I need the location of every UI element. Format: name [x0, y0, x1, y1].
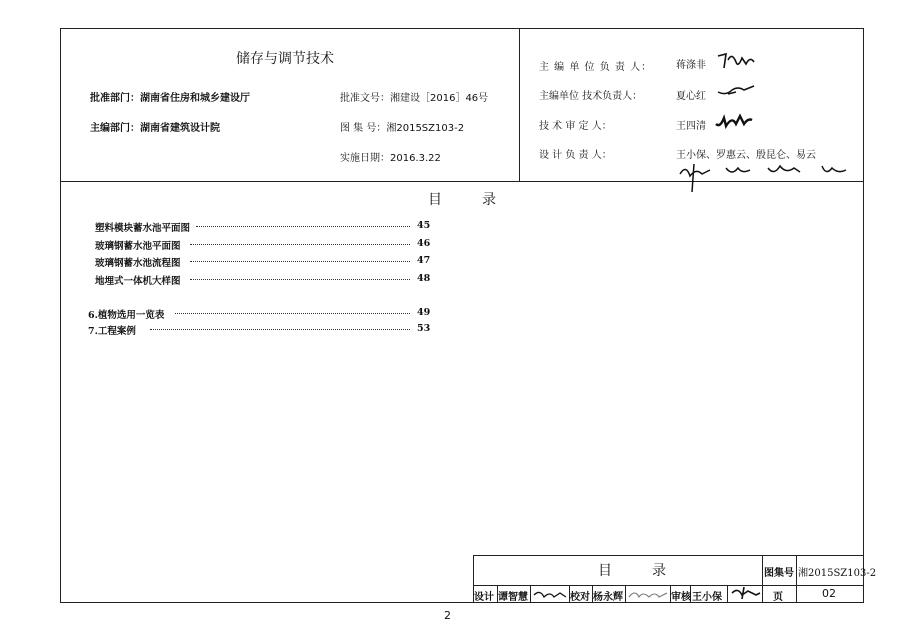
editor-dept: 主编部门：湖南省建筑设计院 — [90, 123, 220, 134]
responsible-role: 设 计 负 责 人： — [539, 150, 612, 161]
responsible-name: 夏心红 — [676, 91, 706, 102]
toc-item-title[interactable]: 塑料模块蓄水池平面图 — [95, 223, 191, 234]
signature-1 — [716, 50, 756, 72]
signature-4 — [676, 160, 856, 194]
toc-leader — [175, 313, 410, 314]
designer-signature — [532, 587, 568, 601]
title-block-divider — [762, 555, 763, 603]
page-label: 页 — [773, 592, 783, 603]
reviewer-signature — [730, 585, 762, 601]
responsible-name: 王小保、罗惠云、殷昆仑、易云 — [676, 150, 816, 161]
toc-leader — [190, 244, 410, 245]
atlas-no: 图 集 号：湘2015SZ103-2 — [340, 123, 465, 134]
toc-leader — [196, 226, 410, 227]
page-value: 02 — [822, 587, 836, 600]
title-block-mid — [473, 585, 864, 586]
toc-item-page: 45 — [417, 220, 431, 231]
toc-item-page: 48 — [417, 273, 431, 284]
effective-date: 实施日期：2016.3.22 — [340, 153, 441, 164]
toc-leader — [150, 329, 410, 330]
toc-item-page: 46 — [417, 238, 431, 249]
toc-item-title[interactable]: 玻璃钢蓄水池平面图 — [95, 241, 181, 252]
responsible-name: 蒋涤非 — [676, 60, 706, 71]
responsible-role: 技 术 审 定 人： — [539, 121, 612, 132]
cell-divider — [727, 585, 728, 603]
title-block-top — [473, 555, 864, 556]
header-title: 储存与调节技术 — [236, 51, 334, 67]
toc-heading: 目 录 — [428, 192, 500, 208]
footer-page-number: 2 — [444, 609, 451, 622]
atlas-label: 图集号 — [764, 568, 794, 579]
check-label: 校对 — [570, 592, 590, 603]
approval-doc: 批准文号：湘建设［2016］46号 — [340, 93, 489, 104]
header-divider — [519, 28, 520, 181]
title-block-name: 目 录 — [598, 563, 670, 579]
review-label: 审核 — [671, 592, 691, 603]
atlas-value: 湘2015SZ103-2 — [798, 568, 877, 579]
toc-item-page: 53 — [417, 323, 431, 334]
toc-item-title[interactable]: 6.植物选用一览表 — [88, 310, 165, 321]
responsible-role: 主 编 单 位 负 责 人： — [539, 62, 653, 73]
checker-name: 杨永辉 — [593, 592, 623, 603]
title-block-divider — [796, 555, 797, 603]
toc-item-title[interactable]: 7.工程案例 — [88, 326, 136, 337]
signature-2 — [716, 82, 756, 98]
reviewer-name: 王小保 — [692, 592, 722, 603]
signature-3 — [714, 110, 754, 130]
checker-signature — [627, 587, 669, 601]
toc-item-title[interactable]: 玻璃钢蓄水池流程图 — [95, 258, 181, 269]
design-label: 设计 — [474, 592, 494, 603]
toc-item-page: 47 — [417, 255, 431, 266]
responsible-role: 主编单位 技术负责人： — [539, 91, 643, 102]
responsible-name: 王四清 — [676, 121, 706, 132]
toc-item-page: 49 — [417, 307, 431, 318]
cell-divider — [625, 585, 626, 603]
designer-name: 谭智慧 — [498, 592, 528, 603]
approval-dept: 批准部门：湖南省住房和城乡建设厅 — [90, 93, 250, 104]
cell-divider — [530, 585, 531, 603]
toc-item-title[interactable]: 地埋式一体机大样图 — [95, 276, 181, 287]
toc-leader — [190, 261, 410, 262]
toc-leader — [190, 279, 410, 280]
